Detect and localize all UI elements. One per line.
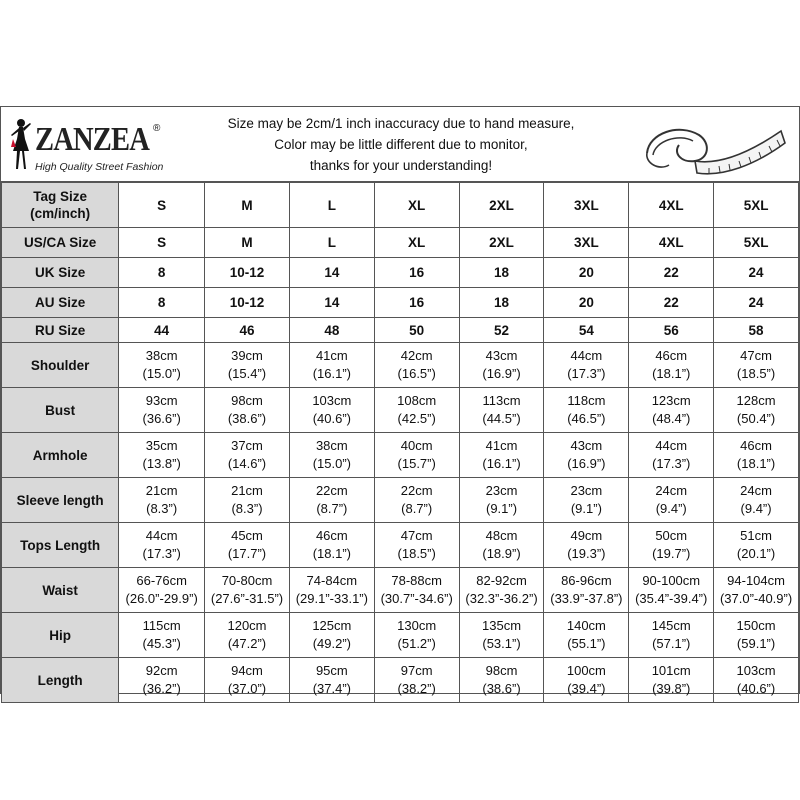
measure-cell [714,523,799,568]
cm-value: 113cm [482,393,521,408]
measure-cell [205,523,290,568]
measure-cell [205,433,290,478]
size-cell: 4XL [629,228,714,258]
cm-value: 51cm [740,528,772,543]
row-label: AU Size [2,288,119,318]
cm-value: 145cm [651,618,691,633]
cm-value: 115cm [142,618,181,633]
measure-cell [714,478,799,523]
measure-cell [119,478,205,523]
cm-value: 42cm [400,348,433,363]
size-cell: 44 [119,318,205,343]
cm-value: 90-100cm [642,573,701,588]
cm-value: 39cm [231,348,263,363]
inch-value: (35.4”-39.4”) [635,591,708,606]
measure-cell [629,433,714,478]
measure-cell [714,568,799,613]
inch-value: (13.8”) [142,456,181,471]
inch-value: (46.5”) [567,411,606,426]
size-cell: 3XL [544,183,629,228]
measure-cell [714,613,799,658]
cm-value: 94cm [231,663,263,678]
measure-cell [459,658,544,703]
inch-value: (38.2”) [397,681,436,696]
measure-cell [205,343,290,388]
cm-value: 101cm [651,663,691,678]
row-label: Bust [2,388,119,433]
measure-cell [119,388,205,433]
inch-value: (48.4”) [652,411,691,426]
inch-value: (33.9”-37.8”) [550,591,623,606]
inch-value: (18.1”) [312,546,351,561]
cm-value: 92cm [145,663,178,678]
cm-value: 45cm [231,528,263,543]
measure-cell [119,523,205,568]
inch-value: (14.6”) [227,456,267,471]
inch-value: (15.0”) [142,366,181,381]
inch-value: (36.2”) [142,681,181,696]
size-cell: 24 [714,258,799,288]
size-cell: 52 [459,318,544,343]
measure-cell [289,388,374,433]
inch-value: (15.4”) [227,366,267,381]
inch-value: (17.7”) [227,546,267,561]
inch-value: (37.0”-40.9”) [719,591,793,606]
measure-cell [544,433,629,478]
inch-value: (51.2”) [397,636,436,651]
inch-value: (29.1”-33.1”) [295,591,368,606]
note-line: Color may be little different due to monitor, [274,137,528,152]
size-cell: M [205,183,290,228]
measure-cell [544,658,629,703]
measure-cell [629,568,714,613]
inch-value: (37.4”) [312,681,351,696]
size-cell: 58 [714,318,799,343]
cm-value: 44cm [145,528,178,543]
size-cell: 24 [714,288,799,318]
inch-value: (8.3”) [231,501,263,516]
cm-value: 22cm [315,483,348,498]
inch-value: (50.4”) [736,411,776,426]
sizing-notes [201,113,601,176]
measure-row-hip [2,613,799,658]
cm-value: 95cm [315,663,348,678]
measure-cell [459,343,544,388]
row-label: US/CA Size [2,228,119,258]
inch-value: (9.1”) [570,501,602,516]
measure-row-shoulder [2,343,799,388]
measure-cell [205,658,290,703]
row-label: Hip [2,613,119,658]
size-cell: XL [374,228,459,258]
cm-value: 44cm [570,348,603,363]
inch-value: (9.4”) [655,501,687,516]
size-cell: 10-12 [205,288,290,318]
size-cell: 3XL [544,228,629,258]
size-cell: XL [374,183,459,228]
inch-value: (40.6”) [736,681,776,696]
cm-value: 123cm [651,393,691,408]
cm-value: 50cm [655,528,688,543]
cm-value: 118cm [567,393,606,408]
brand-tagline: High Quality Street Fashion [35,161,164,173]
measure-cell [544,388,629,433]
size-cell: 14 [289,258,374,288]
size-cell: 5XL [714,183,799,228]
cm-value: 46cm [655,348,688,363]
size-cell: S [119,228,205,258]
brand-logo [7,117,197,177]
cm-value: 108cm [397,393,437,408]
cm-value: 47cm [400,528,433,543]
inch-value: (8.7”) [316,501,348,516]
measure-cell [289,343,374,388]
measure-row-tops-length [2,523,799,568]
cm-value: 48cm [485,528,518,543]
inch-value: (45.3”) [142,636,181,651]
note-line: thanks for your understanding! [309,158,493,173]
inch-value: (49.2”) [312,636,351,651]
inch-value: (18.9”) [482,546,521,561]
note-line: Size may be 2cm/1 inch inaccuracy due to hand measure, [227,116,575,131]
size-cell: 56 [629,318,714,343]
size-cell: 16 [374,288,459,318]
size-row-au [2,288,799,318]
inch-value: (18.5”) [736,366,776,381]
measure-cell [374,433,459,478]
size-cell: 50 [374,318,459,343]
size-cell: 54 [544,318,629,343]
measure-cell [714,658,799,703]
inch-value: (17.3”) [567,366,606,381]
inch-value: (37.0”) [227,681,267,696]
measure-cell [374,478,459,523]
row-label: Shoulder [2,343,119,388]
inch-value: (17.3”) [652,456,691,471]
size-cell: 4XL [629,183,714,228]
measure-row-waist [2,568,799,613]
inch-value: (36.6”) [142,411,181,426]
measure-cell [629,658,714,703]
measure-row-bust [2,388,799,433]
cm-value: 40cm [400,438,433,453]
size-cell: 18 [459,288,544,318]
inch-value: (9.1”) [486,501,518,516]
inch-value: (40.6”) [312,411,351,426]
measure-cell [119,343,205,388]
row-label: Waist [2,568,119,613]
size-table [1,182,799,703]
row-label: Armhole [2,433,119,478]
size-cell: 8 [119,288,205,318]
chart-header [1,107,799,182]
measure-cell [459,388,544,433]
size-cell: 5XL [714,228,799,258]
measure-cell [374,568,459,613]
measure-cell [289,523,374,568]
measure-cell [119,433,205,478]
cm-value: 23cm [485,483,518,498]
row-label: Tops Length [2,523,119,568]
measure-cell [629,388,714,433]
inch-value: (42.5”) [397,411,436,426]
measure-cell [459,478,544,523]
measure-cell [544,613,629,658]
cm-value: 97cm [400,663,433,678]
cm-value: 24cm [740,483,772,498]
size-cell: 18 [459,258,544,288]
measure-cell [289,433,374,478]
size-row-uk [2,258,799,288]
inch-value: (17.3”) [142,546,181,561]
cm-value: 38cm [315,438,348,453]
cm-value: 47cm [740,348,772,363]
inch-value: (19.7”) [652,546,691,561]
measure-cell [374,523,459,568]
inch-value: (16.5”) [397,366,436,381]
cm-value: 41cm [485,438,518,453]
cm-value: 43cm [570,438,603,453]
measure-cell [289,658,374,703]
inch-value: (57.1”) [652,636,691,651]
cm-value: 70-80cm [221,573,273,588]
measure-cell [544,568,629,613]
size-cell: 48 [289,318,374,343]
cm-value: 82-92cm [476,573,527,588]
fashion-woman-silhouette-icon [7,117,33,173]
cm-value: 43cm [485,348,518,363]
size-cell: 46 [205,318,290,343]
inch-value: (39.8”) [652,681,691,696]
row-label: Tag Size (cm/inch) [2,183,119,228]
inch-value: (16.1”) [312,366,351,381]
size-cell: 14 [289,288,374,318]
measure-cell [459,523,544,568]
inch-value: (30.7”-34.6”) [380,591,453,606]
cm-value: 44cm [655,438,688,453]
measure-cell [544,478,629,523]
measure-cell [289,568,374,613]
size-cell: S [119,183,205,228]
cm-value: 98cm [231,393,263,408]
cm-value: 78-88cm [391,573,442,588]
cm-value: 86-96cm [561,573,612,588]
measure-cell [374,343,459,388]
cm-value: 21cm [231,483,263,498]
cm-value: 130cm [397,618,437,633]
row-label: Length [2,658,119,703]
cm-value: 66-76cm [136,573,187,588]
inch-value: (32.3”-36.2”) [465,591,538,606]
cm-value: 125cm [312,618,352,633]
cm-value: 46cm [740,438,772,453]
inch-value: (18.5”) [397,546,436,561]
size-cell: L [289,228,374,258]
size-cell: 20 [544,258,629,288]
cm-value: 128cm [736,393,776,408]
inch-value: (44.5”) [482,411,521,426]
measure-cell [119,658,205,703]
size-cell: L [289,183,374,228]
row-label: RU Size [2,318,119,343]
inch-value: (16.9”) [482,366,521,381]
measure-cell [289,478,374,523]
inch-value: (27.6”-31.5”) [210,591,284,606]
cm-value: 93cm [145,393,178,408]
cm-value: 21cm [145,483,178,498]
inch-value: (18.1”) [736,456,776,471]
cm-value: 49cm [570,528,603,543]
measure-cell [459,613,544,658]
size-cell: 8 [119,258,205,288]
measure-row-armhole [2,433,799,478]
measuring-tape-icon [639,113,789,181]
inch-value: (55.1”) [567,636,606,651]
measure-cell [205,478,290,523]
measure-cell [205,568,290,613]
measure-cell [629,478,714,523]
measure-cell [629,613,714,658]
measure-cell [714,343,799,388]
row-label: UK Size [2,258,119,288]
cm-value: 94-104cm [727,573,785,588]
size-cell: 22 [629,258,714,288]
inch-value: (16.1”) [482,456,521,471]
measure-cell [629,343,714,388]
inch-value: (19.3”) [567,546,606,561]
measure-cell [544,343,629,388]
size-cell: 2XL [459,183,544,228]
size-cell: M [205,228,290,258]
inch-value: (8.7”) [401,501,433,516]
cm-value: 74-84cm [306,573,358,588]
cm-value: 103cm [312,393,352,408]
inch-value: (8.3”) [146,501,178,516]
measure-cell [714,433,799,478]
measure-cell [459,433,544,478]
measure-cell [205,613,290,658]
measure-cell [205,388,290,433]
registered-mark: ® [153,123,161,134]
cm-value: 35cm [145,438,178,453]
cm-value: 150cm [736,618,776,633]
inch-value: (53.1”) [482,636,521,651]
cm-value: 46cm [315,528,348,543]
cm-value: 41cm [315,348,348,363]
cm-value: 23cm [570,483,603,498]
cm-value: 100cm [566,663,606,678]
inch-value: (16.9”) [567,456,606,471]
cm-value: 135cm [482,618,522,633]
inch-value: (38.6”) [482,681,521,696]
measure-cell [289,613,374,658]
inch-value: (15.0”) [312,456,351,471]
inch-value: (26.0”-29.9”) [125,591,198,606]
size-chart [0,106,800,694]
cm-value: 37cm [231,438,263,453]
brand-name: ZANZEA [35,121,149,158]
size-cell: 10-12 [205,258,290,288]
inch-value: (47.2”) [227,636,267,651]
measure-row-length [2,658,799,703]
measure-cell [459,568,544,613]
size-cell: 16 [374,258,459,288]
measure-cell [544,523,629,568]
size-row-ru [2,318,799,343]
measure-cell [119,568,205,613]
measure-cell [629,523,714,568]
inch-value: (18.1”) [652,366,691,381]
cm-value: 103cm [736,663,776,678]
cm-value: 120cm [227,618,267,633]
inch-value: (15.7”) [397,456,436,471]
measure-cell [374,388,459,433]
measure-cell [374,613,459,658]
size-cell: 2XL [459,228,544,258]
cm-value: 22cm [400,483,433,498]
size-row-us [2,228,799,258]
inch-value: (59.1”) [736,636,776,651]
cm-value: 98cm [485,663,518,678]
measure-cell [119,613,205,658]
cm-value: 38cm [145,348,178,363]
measure-cell [714,388,799,433]
inch-value: (38.6”) [227,411,267,426]
measure-row-sleeve-length [2,478,799,523]
measure-cell [374,658,459,703]
inch-value: (39.4”) [567,681,606,696]
size-cell: 22 [629,288,714,318]
cm-value: 140cm [566,618,606,633]
cm-value: 24cm [655,483,688,498]
row-label: Sleeve length [2,478,119,523]
size-cell: 20 [544,288,629,318]
inch-value: (20.1”) [736,546,776,561]
size-row-tag [2,183,799,228]
inch-value: (9.4”) [740,501,772,516]
